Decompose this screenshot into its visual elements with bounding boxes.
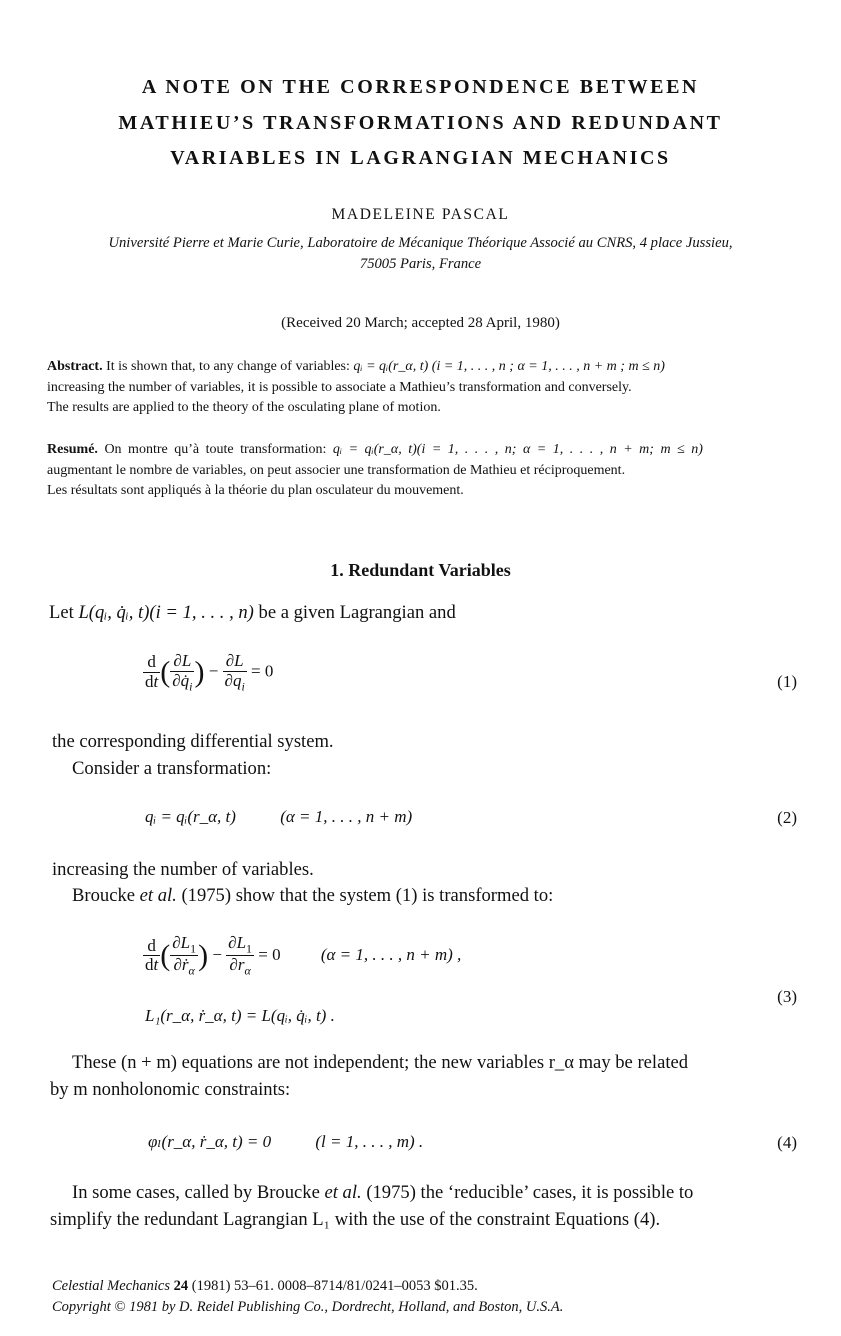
eq1-frac-dL-dq: $\frac{\partial L}{\partial q_i}$ xyxy=(224,651,245,694)
resume-line-1 xyxy=(47,440,797,461)
abstract-lead: It is shown that, to any change of variables: xyxy=(106,359,350,374)
footer-volume: 24 xyxy=(173,1278,189,1294)
body-paragraph-6-line-2: by m nonholonomic constraints: xyxy=(50,1079,291,1100)
equation-4 xyxy=(148,1132,423,1152)
eq1-rhs: = 0 xyxy=(251,661,274,681)
body-paragraph-2: the corresponding differential system. xyxy=(52,731,334,752)
footer-journal: Celestial Mechanics xyxy=(52,1278,170,1294)
paper-title-line-3: VARIABLES IN LAGRANGIAN MECHANICS xyxy=(170,147,671,169)
resume xyxy=(47,440,797,502)
eq4-range: (l = 1, . . . , m) . xyxy=(315,1132,424,1151)
footer-citation xyxy=(52,1278,478,1295)
eq2-lhs: qᵢ = qᵢ(r_α, t) xyxy=(145,807,236,826)
body-paragraph-1 xyxy=(49,600,456,626)
equation-3-line-2 xyxy=(145,1006,335,1026)
equation-2-number: (2) xyxy=(777,808,797,827)
resume-line-3: Les résultats sont appliqués à la théorie du plan osculateur du mouvement. xyxy=(47,483,464,498)
footer-rest: (1981) 53–61. 0008–8714/81/0241–0053 $01.35. xyxy=(191,1278,478,1294)
p7-text-b: (1975) the ‘reducible’ cases, it is possible to xyxy=(361,1182,694,1203)
author-name: MADELEINE PASCAL xyxy=(331,206,510,223)
p7-etal: et al. xyxy=(324,1182,362,1203)
eq3-frac-dL1-drdot: $\frac{\partial L_1}{\partial ṙ_\alpha}$ xyxy=(172,933,197,978)
eq1-frac-d-dt: $\frac{d}{dt}$ xyxy=(145,652,159,692)
body-paragraph-6-line-1: These (n + m) equations are not independent; the new variables r_α may be related xyxy=(72,1052,689,1073)
equation-3-line-1: $\frac{d}{dt}$ ( $\frac{\partial L_1}{\partial ṙ_\alpha}$ ) − $\frac{\partial L_1}{\partial r_\alpha}$ = 0 (α = 1, . . . , n + m) , xyxy=(145,933,462,978)
body-paragraph-3: Consider a transformation: xyxy=(72,758,272,779)
abstract xyxy=(47,357,797,419)
p7-text-a: In some cases, called by Broucke xyxy=(72,1182,325,1203)
abstract-line-2: increasing the number of variables, it is possible to associate a Mathieu’s transformation and conversely. xyxy=(47,379,632,395)
eq4-lhs: φₗ(r_α, ṙ_α, t) = 0 xyxy=(148,1132,272,1151)
equation-4-number: (4) xyxy=(777,1133,797,1152)
body-paragraph-7-line-2: simplify the redundant Lagrangian L₁ with the use of the constraint Equations (4). xyxy=(50,1209,661,1230)
resume-lead: On montre qu’à toute transformation: xyxy=(104,442,327,457)
p1-text-a: Let xyxy=(49,602,79,623)
body-paragraph-4: increasing the number of variables. xyxy=(52,859,314,880)
body-paragraph-7-line-1 xyxy=(72,1180,693,1206)
abstract-line-3: The results are applied to the theory of the osculating plane of motion. xyxy=(47,400,441,415)
p5-text-a: Broucke xyxy=(72,885,140,906)
paper-title-line-2: MATHIEU’S TRANSFORMATIONS AND REDUNDANT xyxy=(118,112,723,134)
eq3-frac-dL1-dr: $\frac{\partial L_1}{\partial r_\alpha}$ xyxy=(228,933,252,978)
resume-label: Resumé. xyxy=(47,442,98,457)
equation-1-number: (1) xyxy=(777,672,797,691)
abstract-formula: qᵢ = qᵢ(r_α, t) (i = 1, . . . , n ; α = 1, . . . , n + m ; m ≤ n) xyxy=(353,359,665,374)
section-heading: 1. Redundant Variables xyxy=(330,560,511,580)
eq1-frac-dL-dqdot: $\frac{\partial L}{\partial q̇_i}$ xyxy=(172,651,193,694)
eq3-range: (α = 1, . . . , n + m) , xyxy=(320,944,462,964)
p5-text-b: (1975) show that the system (1) is transformed to: xyxy=(176,885,554,906)
affiliation-line-1: Université Pierre et Marie Curie, Laboratoire de Mécanique Théorique Associé au CNRS, 4 place Jussieu, xyxy=(108,235,733,251)
paper-title-line-1: A NOTE ON THE CORRESPONDENCE BETWEEN xyxy=(141,76,700,98)
abstract-line-1 xyxy=(47,357,797,378)
equation-1: $\frac{d}{dt}$ ( $\frac{\partial L}{\partial q̇_i}$ ) − $\frac{\partial L}{\partial q_i}$ = 0 xyxy=(145,651,274,694)
eq3-line2: L₁(r_α, ṙ_α, t) = L(qᵢ, q̇ᵢ, t) . xyxy=(145,1006,335,1025)
eq3-rhs: = 0 xyxy=(258,944,281,964)
p1-math: L(qᵢ, q̇ᵢ, t)(i = 1, . . . , n) xyxy=(78,602,254,623)
affiliation xyxy=(40,233,801,275)
p5-etal: et al. xyxy=(139,885,177,906)
abstract-label: Abstract. xyxy=(47,359,103,374)
body-paragraph-5 xyxy=(72,883,553,909)
eq2-range: (α = 1, . . . , n + m) xyxy=(280,807,413,826)
equation-2 xyxy=(145,807,412,827)
footer-copyright: Copyright © 1981 by D. Reidel Publishing Co., Dordrecht, Holland, and Boston, U.S.A. xyxy=(52,1299,564,1315)
received-dates: (Received 20 March; accepted 28 April, 1980) xyxy=(281,315,560,331)
equation-3-number: (3) xyxy=(777,987,797,1006)
p1-text-b: be a given Lagrangian and xyxy=(253,602,456,623)
resume-line-2: augmentant le nombre de variables, on peut associer une transformation de Mathieu et réciproquement. xyxy=(47,462,626,478)
affiliation-line-2: 75005 Paris, France xyxy=(359,256,482,272)
resume-formula: qᵢ = qᵢ(r_α, t)(i = 1, . . . , n; α = 1, . . . , n + m; m ≤ n) xyxy=(332,442,703,457)
eq3-frac-d-dt: $\frac{d}{dt}$ xyxy=(145,935,159,975)
